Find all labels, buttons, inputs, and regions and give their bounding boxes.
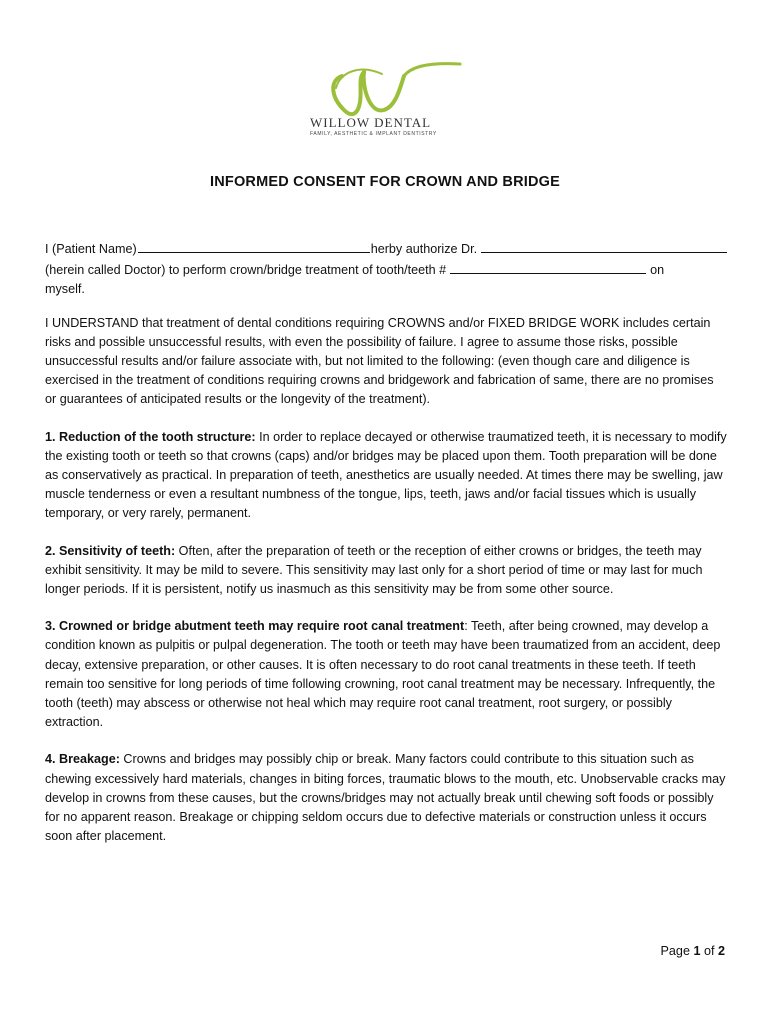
- section-reduction: [45, 428, 727, 524]
- on-label: on: [650, 263, 665, 278]
- doctor-name-field[interactable]: [481, 238, 727, 253]
- authorize-label: herby authorize Dr.: [370, 242, 478, 256]
- myself-row: [45, 280, 727, 299]
- tooth-number-field[interactable]: [450, 259, 646, 274]
- section-breakage: [45, 750, 727, 846]
- document-body: [45, 238, 727, 864]
- section-root-canal: [45, 617, 727, 732]
- section-heading: 1. Reduction of the tooth structure:: [45, 429, 256, 444]
- section-heading: 2. Sensitivity of teeth:: [45, 543, 176, 558]
- logo-tagline: FAMILY, AESTHETIC & IMPLANT DENTISTRY: [310, 131, 437, 137]
- patient-authorization: [45, 238, 727, 300]
- section-heading: 3. Crowned or bridge abutment teeth may require root canal treatment: [45, 619, 465, 634]
- patient-name-label: I (Patient Name): [45, 242, 137, 256]
- treatment-row: [45, 259, 727, 280]
- page-number: [661, 944, 725, 958]
- logo-wordmark: WILLOW DENTAL: [310, 115, 432, 130]
- page-label: Page: [660, 944, 690, 958]
- section-sensitivity: [45, 542, 727, 600]
- patient-row: [45, 238, 727, 259]
- understand-paragraph: I UNDERSTAND that treatment of dental conditions requiring CROWNS and/or FIXED BRIDGE WORK includes certain risks and possible unsuccessful results, with even the possibility of failure. I agree to assume those risks, possible unsuccessful results and/or failure associate with, but not limited to the following: (even though care and diligence is exercised in the treatment of conditions requiring crowns and bridgework and fabrication of same, there are no promises or guarantees of anticipated results or the longevity of the treatment).: [45, 315, 714, 407]
- doctor-treatment-label: (herein called Doctor) to perform crown/bridge treatment of tooth/teeth #: [45, 263, 447, 278]
- document-title: INFORMED CONSENT FOR CROWN AND BRIDGE: [209, 174, 561, 190]
- section-body: Often, after the preparation of teeth or the reception of either crowns or bridges, the teeth may exhibit sensitivity. It may be mild to severe. This sensitivity may last only for a short period of time or may last for much longer periods. If it is persistent, notify us inasmuch as this sensitivity may be from some other source.: [45, 543, 703, 597]
- section-body: : Teeth, after being crowned, may develop a condition known as pulpitis or pulpal degeneration. The tooth or teeth may have been traumatized from an accident, deep decay, extensive preparation, or other causes. It is often necessary to do root canal treatments in these teeth. If teeth remain too sensitive for long periods of time following crowning, root canal treatment may be necessary. Infrequently, the tooth (teeth) may abscess or otherwise not heal which may require root canal treatment, root surgery, or possibly extraction.: [45, 619, 721, 730]
- willow-dental-logo: [300, 58, 470, 140]
- total-pages: 2: [717, 944, 725, 958]
- section-body: Crowns and bridges may possibly chip or break. Many factors could contribute to this situation such as chewing excessively hard materials, changes in biting forces, traumatic blows to the mouth, etc. Unobservable cracks may develop in crowns from these causes, but the crowns/bridges may not actually break until chewing soft foods or possibly for no apparent reason. Breakage or chipping seldom occurs due to defective materials or construction unless it occurs soon after placement.: [45, 752, 726, 844]
- of-label: of: [703, 944, 715, 958]
- myself-label: myself.: [45, 282, 85, 297]
- patient-name-field[interactable]: [138, 238, 370, 253]
- current-page: 1: [693, 944, 701, 958]
- section-body: In order to replace decayed or otherwise traumatized teeth, it is necessary to modify the existing tooth or teeth so that crowns (caps) and/or bridges may be placed upon them. Tooth preparation will be done as conservatively as practical. In preparation of teeth, anesthetics are usually needed. At times there may be swelling, jaw muscle tenderness or even a resultant numbness of the tongue, lips, teeth, jaws and/or facial tissues which is usually temporary, or very rarely, permanent.: [45, 429, 727, 521]
- section-heading: 4. Breakage:: [45, 752, 120, 767]
